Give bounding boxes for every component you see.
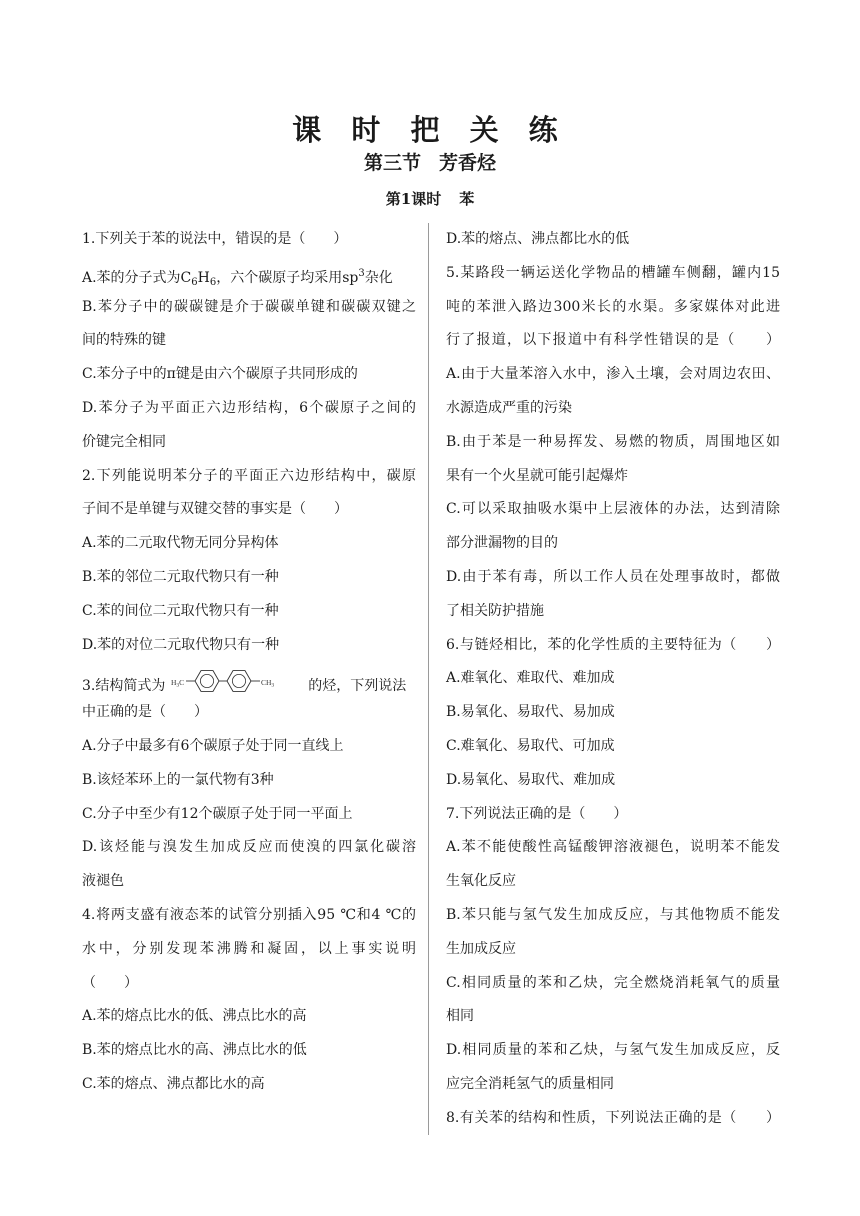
- question-2-option-a: A.苯的二元取代物无同分异构体: [82, 535, 279, 552]
- svg-text:CH3: $CH_3$: [260, 678, 274, 689]
- question-3-option-a: A.分子中最多有6个碳原子处于同一直线上: [82, 737, 344, 754]
- question-6-stem: 6.与链烃相比，苯的化学性质的主要特征为（ ）: [446, 636, 780, 653]
- question-3-stem: [82, 662, 416, 696]
- section-number: 第三节: [363, 152, 421, 174]
- question-1-stem: 1.下列关于苯的说法中，错误的是（ ）: [82, 231, 348, 247]
- question-5-option-b-cont: 果有一个火星就可能引起爆炸: [446, 467, 628, 484]
- question-4-stem: 4.将两支盛有液态苯的试管分别插入95 ℃和4 ℃的: [82, 906, 416, 923]
- question-5-option-a-cont: 水源造成严重的污染: [446, 399, 572, 416]
- question-3-stem-cont: 中正确的是（ ）: [82, 704, 208, 721]
- question-2-option-d: D.苯的对位二元取代物只有一种: [82, 636, 280, 653]
- question-6-option-b: B.易氧化、易取代、易加成: [446, 704, 615, 721]
- question-7-stem: 7.下列说法正确的是（ ）: [446, 805, 628, 822]
- question-1-option-c: C.苯分子中的π键是由六个碳原子共同形成的: [82, 366, 358, 383]
- question-7-option-b: B.苯只能与氢气发生加成反应，与其他物质不能发: [446, 906, 780, 923]
- section-topic: 芳香烃: [439, 152, 497, 174]
- question-2-stem-cont: 子间不是单键与双键交替的事实是（ ）: [82, 501, 348, 518]
- question-6-option-a: A.难氧化、难取代、难加成: [446, 670, 615, 687]
- question-4-option-b: B.苯的熔点比水的高、沸点比水的低: [82, 1042, 307, 1059]
- question-3-option-b: B.该烃苯环上的一氯代物有3种: [82, 771, 274, 788]
- question-7-option-d-cont: 应完全消耗氢气的质量相同: [446, 1075, 614, 1092]
- question-5-option-d-cont: 了相关防护措施: [446, 602, 544, 619]
- question-1-option-b: B.苯分子中的碳碳键是介于碳碳单键和碳碳双键之: [82, 298, 416, 315]
- question-5-option-c: C.可以采取抽吸水渠中上层液体的办法，达到清除: [446, 501, 780, 518]
- question-4-stem-cont-2: （ ）: [82, 974, 138, 991]
- question-5-option-c-cont: 部分泄漏物的目的: [446, 535, 558, 552]
- question-1-option-d: D.苯分子为平面正六边形结构，6个碳原子之间的: [82, 399, 416, 416]
- svg-text:H3C: $H_3C$: [170, 678, 184, 689]
- question-3-stem-start: 3.结构简式为: [82, 678, 166, 695]
- question-4-stem-cont: 水中，分别发现苯沸腾和凝固，以上事实说明: [82, 940, 416, 957]
- question-7-option-a: A.苯不能使酸性高锰酸钾溶液褪色，说明苯不能发: [446, 839, 780, 856]
- question-7-option-b-cont: 生加成反应: [446, 940, 516, 957]
- question-5-option-a: A.由于大量苯溶入水中，渗入土壤，会对周边农田、: [446, 366, 780, 383]
- question-3-stem-end: 的烃，下列说法: [308, 678, 407, 695]
- question-7-option-a-cont: 生氧化反应: [446, 873, 516, 890]
- question-5-stem-cont: 吨的苯泄入路边300米长的水渠。多家媒体对此进: [446, 298, 780, 315]
- column-divider: [428, 223, 429, 1135]
- question-7-option-c-cont: 相同: [446, 1008, 474, 1025]
- lesson-number: 第1课时: [385, 190, 442, 208]
- question-2-option-b: B.苯的邻位二元取代物只有一种: [82, 568, 279, 585]
- question-5-stem: 5.某路段一辆运送化学物品的槽罐车侧翻，罐内15: [446, 264, 780, 281]
- section-heading: [0, 148, 860, 175]
- question-7-option-d: D.相同质量的苯和乙炔，与氢气发生加成反应，反: [446, 1042, 780, 1059]
- question-3-option-d: D.该烃能与溴发生加成反应而使溴的四氯化碳溶: [82, 839, 416, 856]
- question-6-option-c: C.难氧化、易取代、可加成: [446, 737, 615, 754]
- right-column: [446, 223, 780, 1136]
- question-1-option-b-cont: 间的特殊的键: [82, 332, 166, 349]
- question-6-option-d: D.易氧化、易取代、难加成: [446, 771, 616, 788]
- question-5-option-b: B.由于苯是一种易挥发、易燃的物质，周围地区如: [446, 433, 780, 450]
- question-8-stem: 8.有关苯的结构和性质，下列说法正确的是（ ）: [446, 1109, 780, 1126]
- question-4-option-d: D.苯的熔点、沸点都比水的低: [446, 231, 630, 247]
- lesson-topic: 苯: [459, 190, 475, 208]
- question-4-option-a: A.苯的熔点比水的低、沸点比水的高: [82, 1008, 307, 1025]
- question-5-stem-cont-2: 行了报道，以下报道中有科学性错误的是（ ）: [446, 332, 780, 349]
- question-3-option-d-cont: 液褪色: [82, 873, 124, 890]
- question-4-option-c: C.苯的熔点、沸点都比水的高: [82, 1075, 265, 1092]
- question-1-option-d-cont: 价键完全相同: [82, 433, 166, 450]
- lesson-heading: [0, 188, 860, 209]
- question-2-stem: 2.下列能说明苯分子的平面正六边形结构中，碳原: [82, 467, 416, 484]
- question-3-option-c: C.分子中至少有12个碳原子处于同一平面上: [82, 805, 353, 822]
- question-2-option-c: C.苯的间位二元取代物只有一种: [82, 602, 279, 619]
- question-1-option-a: A.苯的分子式为$C_6H_6$，六个碳原子均采用$sp^3$杂化: [82, 267, 393, 288]
- question-7-option-c: C.相同质量的苯和乙炔，完全燃烧消耗氧气的质量: [446, 974, 780, 991]
- page-title: 课 时 把 关 练: [292, 113, 568, 147]
- left-column: [82, 223, 416, 1102]
- question-5-option-d: D.由于苯有毒，所以工作人员在处理事故时，都做: [446, 568, 780, 585]
